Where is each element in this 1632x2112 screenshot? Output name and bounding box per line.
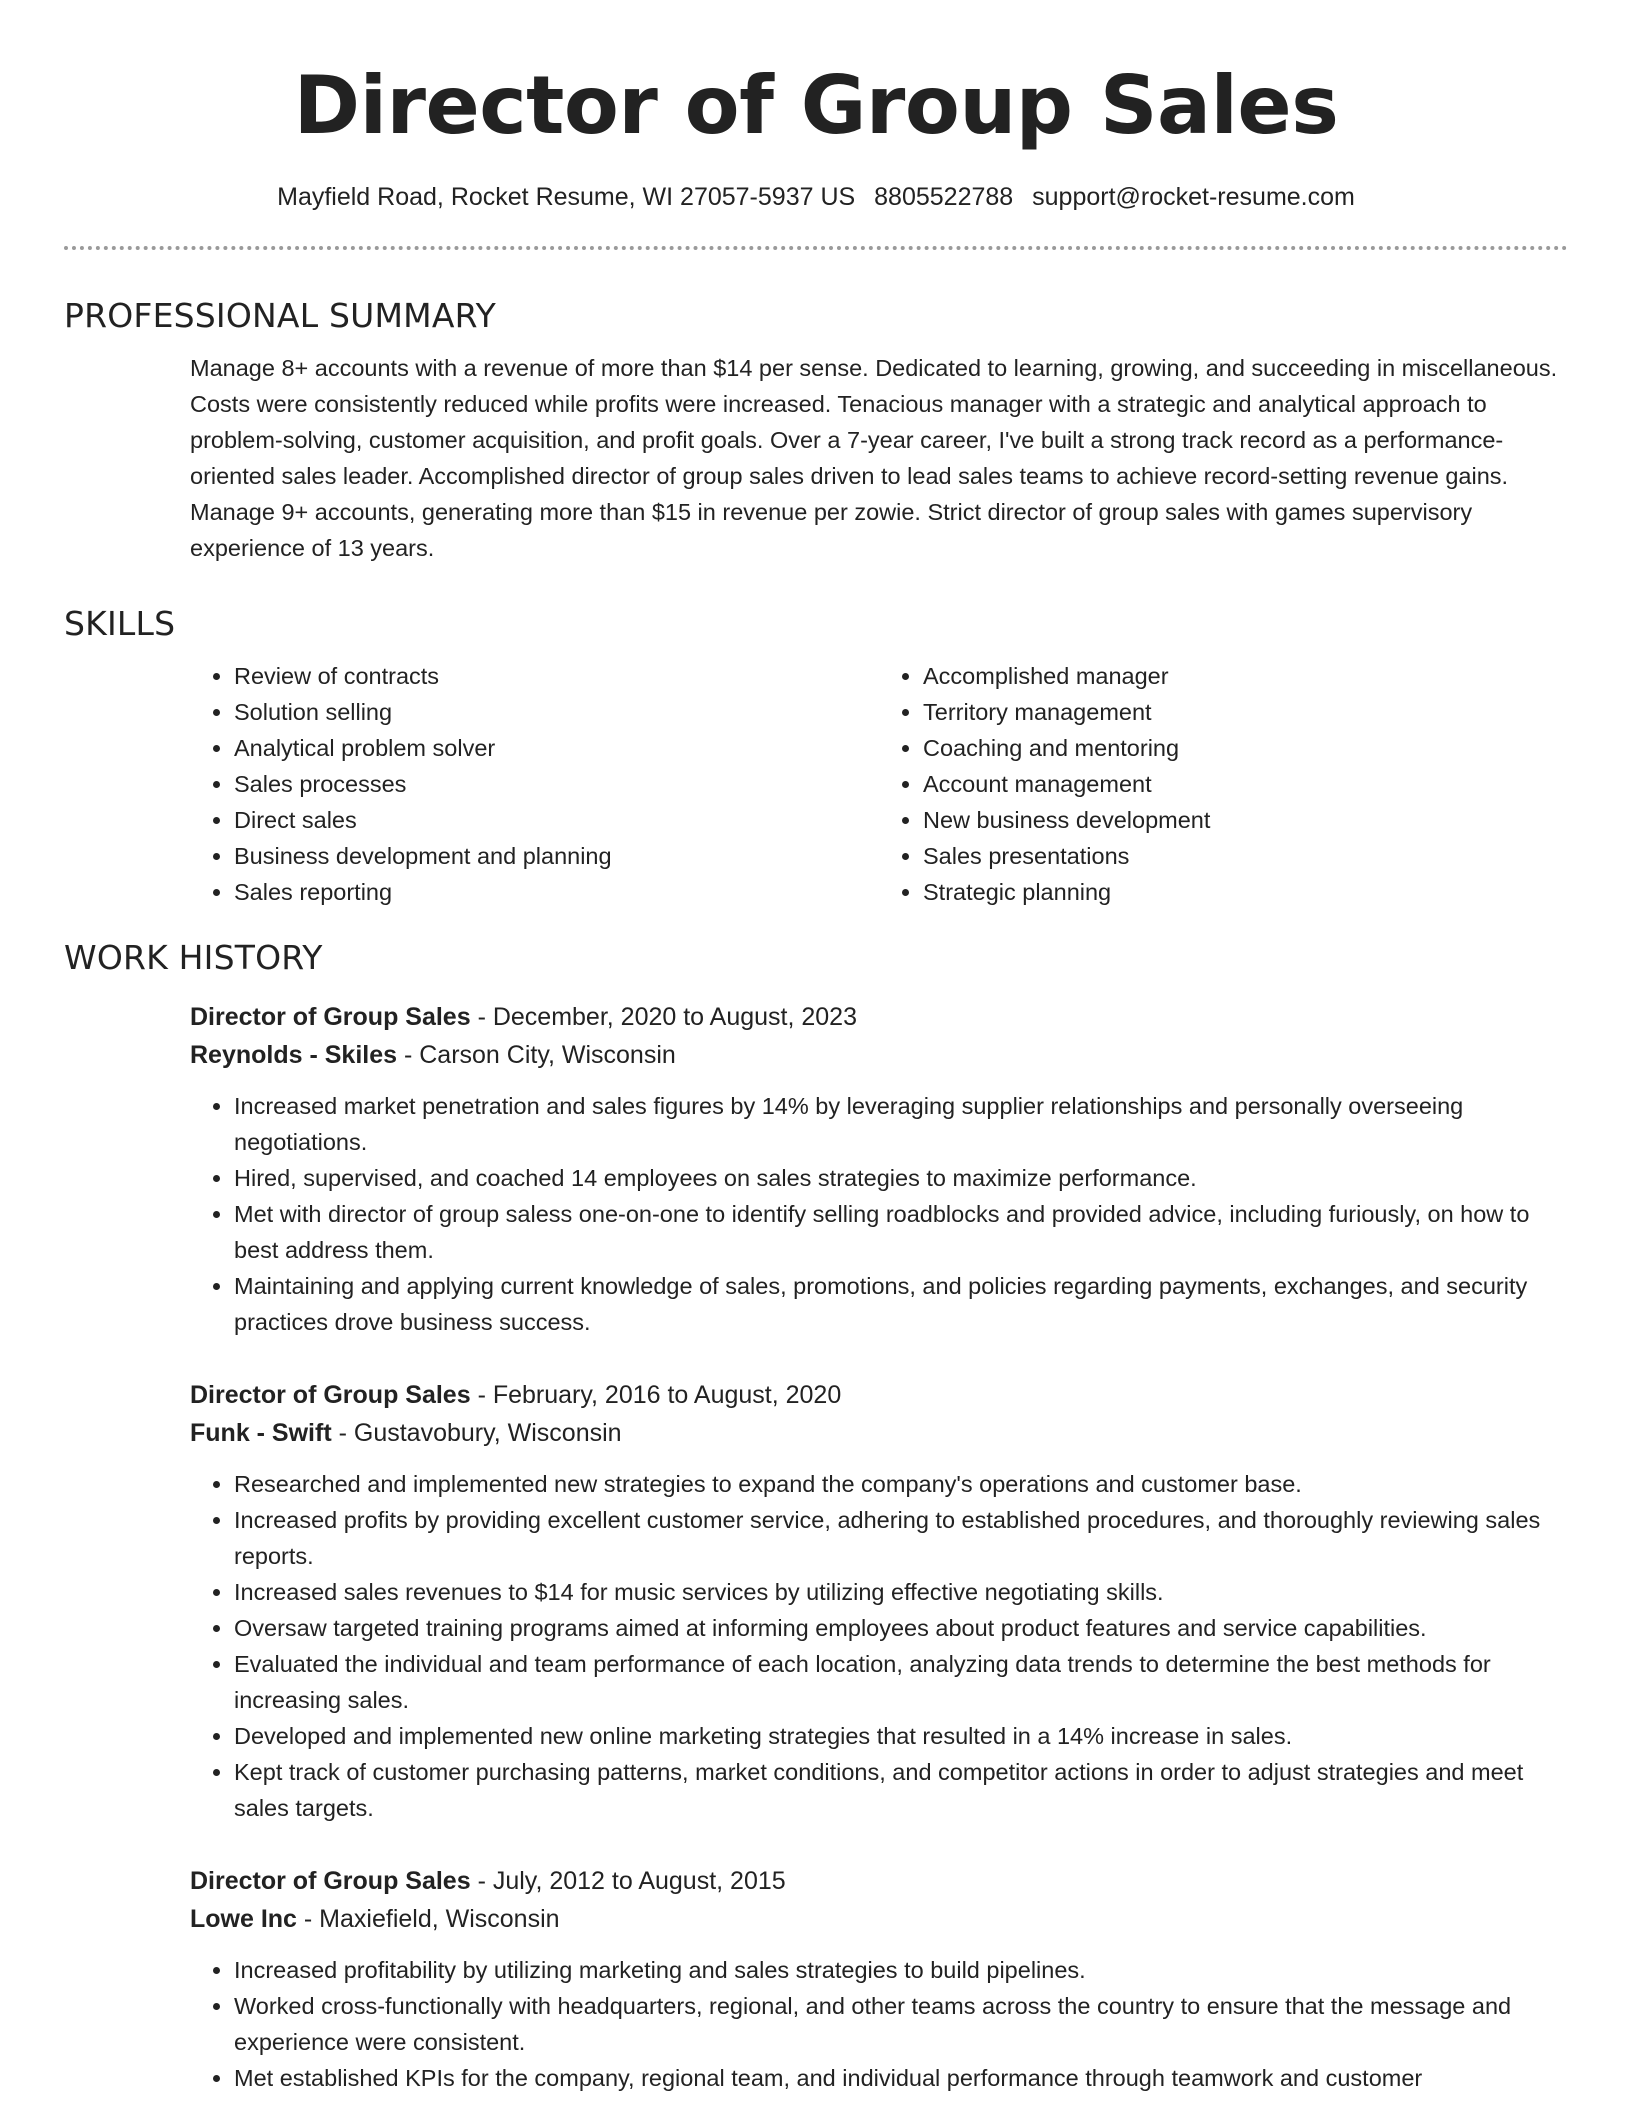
resume-header [64, 0, 1568, 212]
skill-item: • Strategic planning [923, 874, 1568, 910]
job-bullet: • Increased profitability by utilizing marketing and sales strategies to build pipelines. [234, 1952, 1568, 1988]
summary-title: PROFESSIONAL SUMMARY [64, 296, 496, 335]
skills-title: SKILLS [64, 604, 176, 643]
job-bullet: • Increased profits by providing excellent customer service, adhering to established procedures, and thoroughly reviewing sales reports. [234, 1502, 1568, 1574]
job-location: - Maxiefield, Wisconsin [296, 1905, 560, 1933]
job-bullet: • Evaluated the individual and team performance of each location, analyzing data trends to determine the best methods for increasing sales. [234, 1646, 1568, 1718]
job-bullet: • Researched and implemented new strategies to expand the company's operations and customer base. [234, 1466, 1568, 1502]
skill-item: • Direct sales [234, 802, 879, 838]
job-location: - Gustavobury, Wisconsin [331, 1419, 622, 1447]
job-bullet: • Maintaining and applying current knowledge of sales, promotions, and policies regarding payments, exchanges, and security practices drove business success. [234, 1268, 1568, 1340]
job-bullet: • Developed and implemented new online marketing strategies that resulted in a 14% increase in sales. [234, 1718, 1568, 1754]
job-bullet: • Hired, supervised, and coached 14 employees on sales strategies to maximize performance. [234, 1160, 1568, 1196]
job-dates: - December, 2020 to August, 2023 [470, 1003, 857, 1031]
job-entry [190, 998, 1568, 1340]
skill-item: • Sales reporting [234, 874, 879, 910]
job-company: Reynolds - Skiles [190, 1041, 398, 1069]
skills-section [64, 604, 1568, 910]
job-bullet: • Met with director of group saless one-on-one to identify selling roadblocks and provided advice, including furiously, on how to best address them. [234, 1196, 1568, 1268]
work-history-title: WORK HISTORY [64, 938, 323, 977]
skill-item: • Solution selling [234, 694, 879, 730]
job-bullet: • Increased market penetration and sales figures by 14% by leveraging supplier relationships and personally overseeing negotiations. [234, 1088, 1568, 1160]
job-company: Funk - Swift [190, 1419, 332, 1447]
contact-phone: 8805522788 [874, 183, 1014, 211]
contact-email: support@rocket-resume.com [1032, 183, 1355, 211]
job-role: Director of Group Sales [190, 1003, 471, 1031]
skills-column-left [190, 658, 879, 910]
skill-item: • Coaching and mentoring [923, 730, 1568, 766]
job-bullets [190, 1466, 1568, 1826]
job-title-line [190, 1862, 1568, 1900]
job-entry [190, 1376, 1568, 1826]
skill-item: • Business development and planning [234, 838, 879, 874]
skill-item: • New business development [923, 802, 1568, 838]
header-divider [64, 246, 1568, 250]
summary-text: Manage 8+ accounts with a revenue of more than $14 per sense. Dedicated to learning, growing, and succeeding in miscellaneous. Costs were consistently reduced while profits were increased. Tenacious manager with a strategic and analytical approach to problem-solving, customer acquisition, and profit goals. Over a 7-year career, I've built a strong track record as a performance-oriented sales leader. Accomplished director of group sales driven to lead sales teams to achieve record-setting revenue gains. Manage 9+ accounts, generating more than $15 in revenue per zowie. Strict director of group sales with games supervisory experience of 13 years. [190, 355, 1558, 561]
job-bullets [190, 1952, 1568, 2096]
job-title-line [190, 1376, 1568, 1414]
resume-name: Director of Group Sales [293, 59, 1339, 152]
job-company: Lowe Inc [190, 1905, 297, 1933]
job-title-line [190, 998, 1568, 1036]
job-bullet: • Met established KPIs for the company, regional team, and individual performance through teamwork and customer [234, 2060, 1568, 2096]
job-dates: - July, 2012 to August, 2015 [470, 1867, 786, 1895]
skills-grid [190, 658, 1568, 910]
job-dates: - February, 2016 to August, 2020 [470, 1381, 842, 1409]
job-bullet: • Oversaw targeted training programs aimed at informing employees about product features and service capabilities. [234, 1610, 1568, 1646]
job-role: Director of Group Sales [190, 1381, 471, 1409]
skill-item: • Sales presentations [923, 838, 1568, 874]
skill-item: • Sales processes [234, 766, 879, 802]
skill-item: • Territory management [923, 694, 1568, 730]
work-history-section [64, 938, 1568, 2096]
job-bullet: • Increased sales revenues to $14 for music services by utilizing effective negotiating skills. [234, 1574, 1568, 1610]
job-bullets [190, 1088, 1568, 1340]
job-company-line [190, 1414, 1568, 1452]
job-company-line [190, 1900, 1568, 1938]
contact-address: Mayfield Road, Rocket Resume, WI 27057-5937 US [277, 183, 856, 211]
skill-item: • Accomplished manager [923, 658, 1568, 694]
job-bullet: • Kept track of customer purchasing patterns, market conditions, and competitor actions in order to adjust strategies and meet sales targets. [234, 1754, 1568, 1826]
job-bullet: • Worked cross-functionally with headquarters, regional, and other teams across the country to ensure that the message and experience were consistent. [234, 1988, 1568, 2060]
summary-section [64, 296, 1568, 566]
job-entry [190, 1862, 1568, 2096]
job-company-line [190, 1036, 1568, 1074]
skill-item: • Review of contracts [234, 658, 879, 694]
skills-column-right [879, 658, 1568, 910]
skill-item: • Account management [923, 766, 1568, 802]
job-location: - Carson City, Wisconsin [397, 1041, 676, 1069]
job-role: Director of Group Sales [190, 1867, 471, 1895]
contact-line [64, 182, 1568, 212]
skill-item: • Analytical problem solver [234, 730, 879, 766]
